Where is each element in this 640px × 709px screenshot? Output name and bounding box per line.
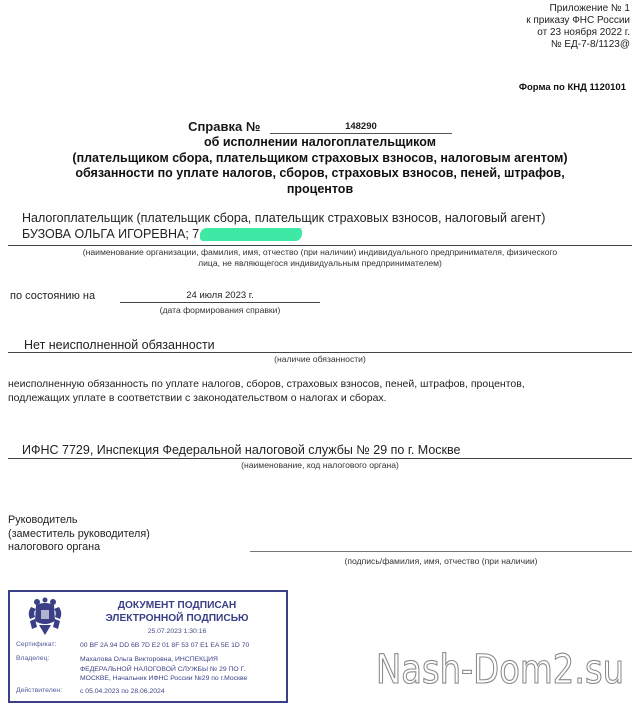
owner-line: Махалова Ольга Викторовна, ИНСПЕКЦИЯ: [80, 656, 218, 663]
body-line: неисполненную обязанность по уплате налогов, сборов, страховых взносов, пеней, штрафов, процентов,: [8, 378, 525, 390]
owner-line: ФЕДЕРАЛЬНОЙ НАЛОГОВОЙ СЛУЖБЫ № 29 ПО Г.: [80, 665, 246, 673]
as-of-date: 24 июля 2023 г.: [186, 290, 254, 301]
certificate-label: Сертификат:: [16, 641, 57, 648]
head-line: (заместитель руководителя): [8, 527, 150, 540]
coat-of-arms-icon: [27, 597, 63, 637]
taxpayer-underline: [8, 245, 632, 246]
signature-hint: (подпись/фамилия, имя, отчество (при наличии): [344, 556, 538, 566]
obligation-hint: (наличие обязанности): [274, 354, 366, 364]
certificate-label: Справка №: [188, 119, 261, 134]
appendix-note: [526, 3, 630, 51]
watermark: [376, 643, 626, 698]
taxpayer-hint: [8, 247, 632, 269]
hint-line: (наименование организации, фамилия, имя, отчество (при наличии) индивидуального предпринимателя, физического: [82, 247, 558, 257]
valid-label: Действителен:: [16, 687, 63, 694]
head-label: [8, 514, 150, 555]
stamp-title: [72, 599, 282, 625]
appendix-line: к приказу ФНС России: [526, 15, 630, 26]
subtitle-line: обязанности по уплате налогов, сборов, страховых взносов, пеней, штрафов,: [75, 166, 565, 180]
tax-authority-hint: (наименование, код налогового органа): [241, 460, 399, 470]
subtitle-line: об исполнении налогоплательщиком: [204, 135, 436, 149]
stamp-title-line: ЭЛЕКТРОННОЙ ПОДПИСЬЮ: [105, 613, 249, 624]
watermark-text: Nash-Dom2.su: [376, 647, 624, 693]
appendix-line: № ЕД-7-8/1123@: [550, 39, 630, 50]
owner-label: Владелец:: [16, 655, 50, 662]
as-of-hint: (дата формирования справки): [159, 305, 281, 315]
as-of-underline: [120, 302, 320, 303]
head-line: Руководитель: [8, 514, 78, 526]
certificate-number: 148290: [270, 120, 452, 134]
tax-authority-underline: [8, 458, 632, 459]
taxpayer-label: Налогоплательщик (плательщик сбора, плательщик страховых взносов, налоговый агент): [22, 211, 546, 225]
appendix-line: от 23 ноября 2022 г.: [537, 27, 630, 38]
body-text: [8, 377, 628, 405]
certificate-subtitle: [30, 135, 610, 197]
e-signature-stamp: [8, 590, 288, 703]
taxpayer-name: БУЗОВА ОЛЬГА ИГОРЕВНА; 7: [22, 227, 200, 241]
stamp-datetime: 25.07.2023 1:30:16: [147, 628, 207, 635]
owner-line: МОСКВЕ, Начальник ИФНС России №29 по г.Москве: [80, 675, 248, 682]
certificate-title: [0, 117, 640, 134]
stamp-title-line: ДОКУМЕНТ ПОДПИСАН: [117, 600, 237, 611]
hint-line: лица, не являющегося индивидуальным предпринимателем): [198, 258, 442, 268]
valid-value: с 05.04.2023 по 28.06.2024: [80, 688, 165, 695]
appendix-line: Приложение № 1: [549, 3, 630, 14]
body-line: подлежащих уплате в соответствии с законодательством о налогах и сборах.: [8, 392, 387, 404]
tax-authority-value: ИФНС 7729, Инспекция Федеральной налоговой службы № 29 по г. Москве: [22, 443, 461, 457]
obligation-value: Нет неисполненной обязанности: [24, 338, 215, 352]
subtitle-line: (плательщиком сбора, плательщиком страховых взносов, налоговым агентом): [72, 150, 568, 165]
signature-underline: [250, 551, 632, 552]
subtitle-line: процентов: [286, 181, 354, 196]
owner-value: [80, 655, 285, 684]
certificate-value: 00 BF 2A 94 DD 6B 7D E2 01 8F 53 07 E1 EA 5E 1D 70: [80, 642, 250, 649]
obligation-underline: [8, 352, 632, 353]
head-line: налогового органа: [8, 541, 101, 553]
form-code: Форма по КНД 1120101: [518, 82, 626, 93]
redaction-mark: [200, 228, 302, 241]
as-of-label: по состоянию на: [10, 290, 96, 302]
